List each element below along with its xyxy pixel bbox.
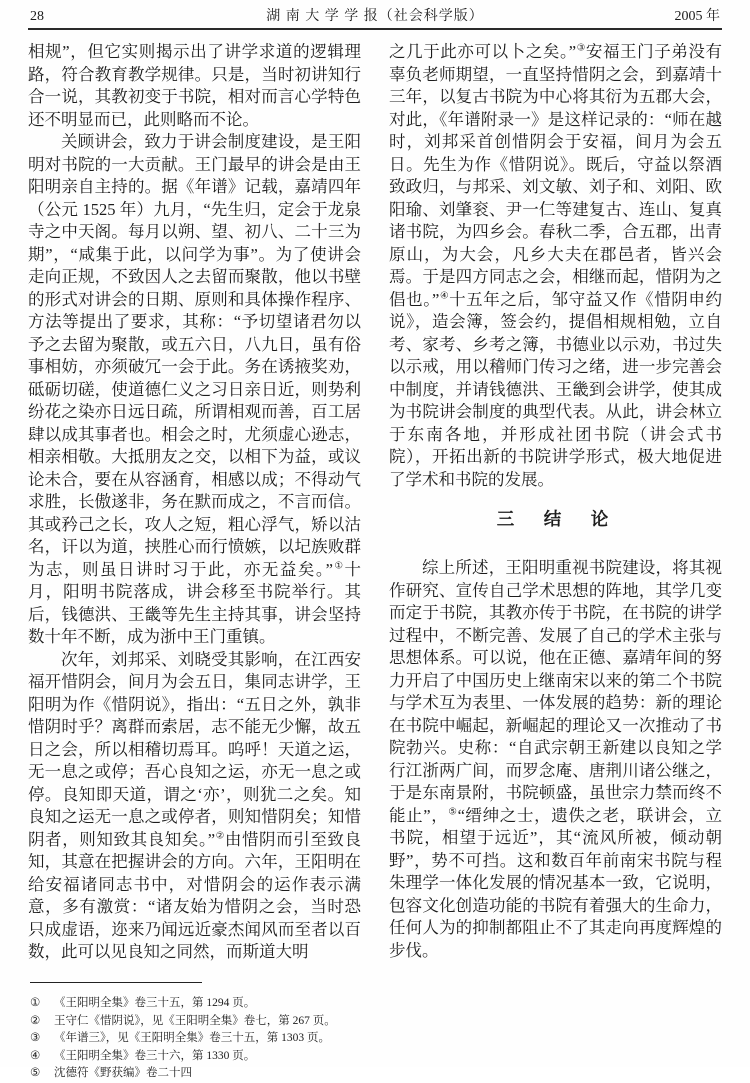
- paragraph: 相规”，但它实则揭示出了讲学求道的逻辑理路，符合教育教学规律。只是，当时初讲知行合一说，其教初变于书院，相对而言心学特色还不明显而已，此则略而不论。: [28, 42, 361, 129]
- footnote-marker: ③: [30, 1032, 41, 1044]
- footnote-text: 《王阳明全集》卷三十五，第 1294 页。: [54, 997, 256, 1009]
- page-number: 28: [30, 9, 44, 24]
- footnote-text: 沈德符《野获编》卷二十四: [54, 1067, 192, 1079]
- footnote-list: [30, 995, 730, 1083]
- footnote-item: [30, 1030, 730, 1047]
- footnote-item: [30, 1048, 730, 1065]
- footnote-ref: ①: [332, 561, 345, 571]
- footnote-marker: ⑤: [30, 1067, 41, 1079]
- paragraph: 之几于此亦可以卜之矣。”③安福王门子弟没有辜负老师期望，一直坚持惜阴之会，到嘉靖十三年，以复古书院为中心将其衍为五郡大会，对此，《年谱附录一》是这样记录的：“师在越时，刘邦采首创惜阴会于安福，间月为会五日。先生为作《惜阴说》。既后，守益以祭酒致政归，与邦采、刘文敏、刘子和、刘阳、欧阳瑜、刘肇衮、尹一仁等建复古、连山、复真诸书院，为四乡会。春秋二季，合五郡，出青原山，为大会，凡乡大夫在郡邑者，皆兴会焉。于是四方同志之会，相继而起，惜阴为之倡也。”④十五年之后，邹守益又作《惜阴申约说》，造会簿，签会约，提倡相规相勉，立自考、家考、乡考之簿，书德业以示劝，书过失以示戒，用以稽师门传习之绪，进一步完善会中制度，并请钱德洪、王畿到会讲学，使其成为书院讲会制度的典型代表。从此，讲会林立于东南各地，并形成社团书院（讲会式书院），开拓出新的书院讲学形式，极大地促进了学术和书院的发展。: [389, 42, 723, 489]
- right-column: [389, 41, 722, 964]
- section-heading: 三 结 论: [496, 509, 615, 529]
- footnote-text: 《年谱三》，见《王阳明全集》卷三十五，第 1303 页。: [54, 1032, 330, 1044]
- footnote-text: 《王阳明全集》卷三十六，第 1330 页。: [54, 1049, 256, 1062]
- footnote-item: [30, 995, 730, 1012]
- footnote-marker: ④: [30, 1049, 41, 1062]
- footnote-ref: ②: [215, 831, 225, 841]
- footnote-ref: ④: [439, 291, 450, 301]
- footnote-ref: ⑤: [448, 807, 458, 817]
- footnote-marker: ①: [30, 997, 41, 1009]
- article-body: [0, 30, 750, 964]
- footnote-text: 王守仁《惜阴说》，见《王阳明全集》卷七，第 267 页。: [54, 1014, 336, 1027]
- left-column: [28, 41, 361, 964]
- paragraph: 综上所述，王阳明重视书院建设，将其视作研究、宣传自己学术思想的阵地，其学几变而定于书院，其教亦传于书院，在书院的讲学过程中，不断完善、发展了自己的学术主张与思想体系。可以说，他在正德、嘉靖年间的努力开启了中国历史上继南宋以来的第二个书院与学术互为表里、一体发展的趋势：新的理论在书院中崛起，新崛起的理论又一次推动了书院勃兴。史称：“自武宗朝王新建以良知之学行江浙两广间，而罗念庵、唐荆川诸公继之，于是东南景附，书院顿盛，虽世宗力禁而终不能止”，⑤“缙绅之士，遗佚之老，联讲会，立书院，相望于远近”，其“流风所被，倾动朝野”，势不可挡。这和数百年前南宋书院与程朱理学一体化发展的情况基本一致，它说明，包容文化创造功能的书院有着强大的生命力，任何人为的抑制都阻止不了其走向再度辉煌的步伐。: [389, 558, 722, 960]
- footnote-item: [30, 1013, 730, 1030]
- footnote-separator: [30, 982, 202, 983]
- footnote-marker: ②: [30, 1014, 41, 1027]
- footnote-ref: ③: [576, 43, 586, 54]
- paragraph: 次年，刘邦采、刘晓受其影响，在江西安福开惜阴会，间月为会五日，集同志讲学，王阳明为作《惜阴说》，指出：“五日之外，孰非惜阴时乎？离群而索居，志不能无少懈，故五日之会，所以相稽切焉耳。呜呼！天道之运，无一息之或停；吾心良知之运，亦无一息之或停。良知即天道，谓之‘亦’，则犹二之矣。知良知之运无一息之或停者，则知惜阴矣；知惜阴者，则知致其良知矣。”②由惜阴而引至致良知，其意在把握讲会的方向。六年，王阳明在给安福诸同志书中，对惜阴会的运作表示满意，多有激赏：“诸友始为惜阴之会，当时恐只成虚语，迩来乃闻远近豪杰闻风而至者以百数，此可以见良知之同然，而斯道大明: [28, 649, 362, 961]
- paragraph: 关顾讲会，致力于讲会制度建设，是王阳明对书院的一大贡献。王门最早的讲会是由王阳明亲自主持的。据《年谱》记载，嘉靖四年（公元 1525 年）九月，“先生归，定会于龙泉寺之中天阁。每月以朔、望、初八、二十三为期”，“咸集于此，以问学为事”。为了使讲会走向正规，不致因人之去留而聚散，他以书壁的形式对讲会的日期、原则和具体操作程序、方法等提出了要求，其称：“予切望诸君勿以予之去留为聚散，或五六日，八九日，虽有俗事相妨，亦须破冗一会于此。务在诱掖奖劝，砥砺切磋，使道德仁义之习日亲日近，则势利纷花之染亦日远日疏，所谓相观而善，百工居肆以成其事者也。相会之时，尤须虚心逊志，相亲相敬。大抵朋友之交，以相下为益，或议论未合，要在从容涵育，相感以成；不得动气求胜，长傲遂非，务在默而成之，不言而信。其或矜己之长，攻人之短，粗心浮气，矫以沽名，讦以为道，挟胜心而行愤嫉，以圮族败群为志，则虽日讲时习于此，亦无益矣。”①十月，阳明书院落成，讲会移至书院举行。其后，钱德洪、王畿等先生主持其事，讲会坚持数十年不断，成为浙中王门重镇。: [28, 132, 361, 646]
- journal-title: 湖 南 大 学 学 报（社会科学版）: [266, 9, 484, 24]
- issue-year: 2005 年: [674, 9, 720, 24]
- running-head: [0, 0, 750, 25]
- footnote-item: [30, 1065, 730, 1082]
